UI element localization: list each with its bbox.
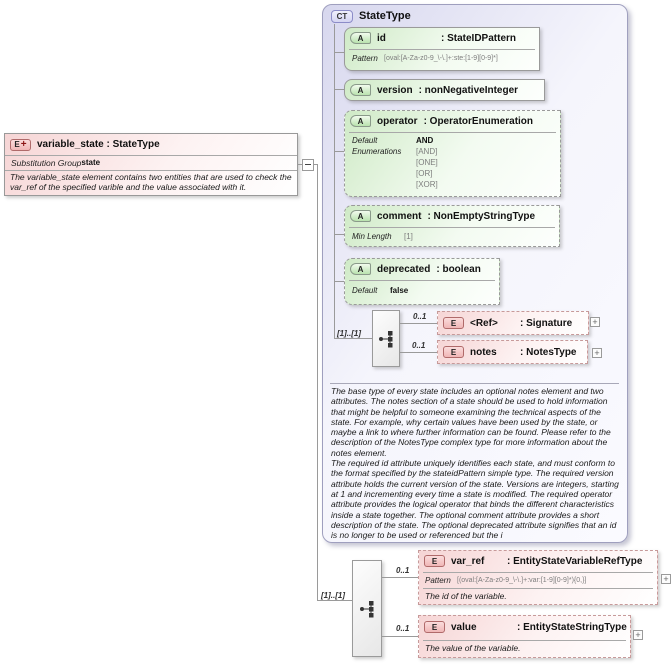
- complex-type-icon: CT: [331, 10, 353, 23]
- divider: [423, 640, 626, 641]
- complex-type-documentation: [331, 386, 621, 540]
- attribute-id[interactable]: [344, 27, 540, 71]
- divider: [5, 170, 297, 171]
- element-notes[interactable]: [437, 340, 588, 364]
- default-value: false: [390, 286, 409, 295]
- connector-line: [317, 164, 318, 601]
- divider: [330, 383, 619, 384]
- element-type: : EntityStateStringType: [517, 621, 627, 633]
- pattern-value: [oval:[A-Za-z0-9_\-\.]+:ste:[1-9][0-9]*]: [384, 55, 498, 62]
- enumeration-value: [OR]: [416, 169, 433, 178]
- element-type: : NotesType: [520, 346, 577, 358]
- enumeration-value: [XOR]: [416, 180, 438, 189]
- enumeration-value: [ONE]: [416, 158, 438, 167]
- substitution-head-icon: +: [20, 139, 27, 150]
- enumerations-label: Enumerations: [352, 147, 402, 156]
- element-title: variable_state : StateType: [37, 139, 160, 150]
- connector-line: [334, 281, 344, 282]
- occurrence-label: 0..1: [396, 566, 410, 575]
- element-icon: E: [424, 621, 445, 633]
- divider: [349, 280, 495, 281]
- element-icon: [10, 139, 31, 151]
- attribute-name: deprecated: [377, 263, 431, 275]
- occurrence-label: 0..1: [413, 312, 427, 321]
- attribute-deprecated[interactable]: [344, 258, 500, 305]
- default-value: AND: [416, 136, 434, 145]
- min-length-value: [1]: [404, 232, 413, 241]
- pattern-label: Pattern: [425, 576, 451, 585]
- attribute-icon: A: [350, 210, 371, 222]
- expand-toggle-icon[interactable]: +: [590, 317, 600, 327]
- connector-line: [317, 600, 352, 601]
- divider: [5, 155, 297, 156]
- element-type: : Signature: [520, 317, 573, 329]
- element-badge-letter: E: [14, 140, 20, 149]
- pattern-label: Pattern: [352, 54, 378, 63]
- attribute-icon: A: [350, 84, 371, 96]
- min-length-label: Min Length: [352, 232, 392, 241]
- attribute-icon: A: [350, 115, 371, 127]
- connector-line: [334, 89, 344, 90]
- collapse-toggle-icon[interactable]: [302, 159, 314, 171]
- pattern-value: [(oval:[A-Za-z0-9_\-\.]+:var:[1-9][0-9]*){0,}]: [457, 577, 587, 584]
- attribute-icon: A: [350, 263, 371, 275]
- element-icon: E: [443, 317, 464, 329]
- element-var-ref[interactable]: [418, 550, 658, 605]
- element-icon: E: [443, 346, 464, 358]
- element-type: : EntityStateVariableRefType: [507, 555, 643, 567]
- element-documentation: The value of the variable.: [425, 643, 521, 653]
- connector-line: [400, 323, 437, 324]
- element-ref[interactable]: [437, 311, 589, 335]
- sequence-compositor[interactable]: [352, 560, 382, 657]
- attribute-type: : boolean: [436, 263, 481, 275]
- cardinality-label: [1]..[1]: [321, 591, 345, 600]
- substitution-group-label: Substitution Group: [11, 158, 82, 168]
- default-label: Default: [352, 136, 378, 145]
- documentation-paragraph: The base type of every state includes an optional notes element and two attributes. The notes section of a state should be used to hold information that might be helpful to someone examining the technical aspects of the state. For example, why certain values have been used by the state, or maybe a link to where further information can be found. Please refer to the description of the NotesType complex type for more information about the notes element.: [331, 386, 611, 458]
- expand-toggle-icon[interactable]: +: [592, 348, 602, 358]
- attribute-type: : nonNegativeInteger: [418, 84, 519, 96]
- connector-line: [334, 234, 344, 235]
- connector-line: [382, 636, 418, 637]
- attribute-operator[interactable]: [344, 110, 561, 197]
- expand-toggle-icon[interactable]: +: [633, 630, 643, 640]
- element-variable-state[interactable]: [4, 133, 298, 196]
- sequence-icon: [377, 329, 397, 349]
- divider: [423, 572, 653, 573]
- element-name: value: [451, 621, 477, 633]
- default-label: Default: [352, 286, 378, 295]
- sequence-icon: [358, 599, 378, 619]
- attribute-icon: A: [350, 32, 371, 44]
- divider: [423, 588, 653, 589]
- divider: [349, 49, 535, 50]
- sequence-compositor[interactable]: [372, 310, 400, 367]
- element-value[interactable]: [418, 615, 631, 658]
- element-name: <Ref>: [470, 317, 498, 329]
- connector-line: [382, 577, 418, 578]
- attribute-version[interactable]: [344, 79, 545, 101]
- attribute-type: : NonEmptyStringType: [427, 210, 536, 222]
- cardinality-label: [1]..[1]: [337, 329, 361, 338]
- attribute-name: id: [377, 32, 386, 44]
- substitution-group-value: state: [81, 158, 101, 167]
- attribute-comment[interactable]: [344, 205, 560, 247]
- complex-type-title: StateType: [359, 10, 411, 22]
- attribute-type: : OperatorEnumeration: [423, 115, 534, 127]
- attribute-name: version: [377, 84, 413, 96]
- element-documentation: The variable_state element contains two entities that are used to check the var_ref of the specified varible and the value associated with it.: [10, 172, 292, 193]
- divider: [349, 132, 556, 133]
- attribute-type: : StateIDPattern: [441, 32, 517, 44]
- connector-line: [334, 24, 335, 338]
- element-name: notes: [470, 346, 497, 358]
- connector-line: [334, 52, 344, 53]
- element-icon: E: [424, 555, 445, 567]
- connector-line: [400, 352, 437, 353]
- occurrence-label: 0..1: [396, 624, 410, 633]
- attribute-name: operator: [377, 115, 418, 127]
- element-documentation: The id of the variable.: [425, 591, 507, 601]
- enumeration-value: [AND]: [416, 147, 438, 156]
- expand-toggle-icon[interactable]: +: [661, 574, 671, 584]
- element-name: var_ref: [451, 555, 485, 567]
- documentation-paragraph: The required id attribute uniquely identifies each state, and must conform to the format specified by the stateidPattern simple type. The required version attribute holds the current version of the state. Versions are integers, starting at 1 and incrementing every time a state is modified. The required operator attribute provides the logical operator that binds the different characteristics inside a state together. The optional comment attribute provides a short description of the state. The optional deprecated attribute signifies that an id is no longer to be used or referenced but the i: [331, 458, 619, 541]
- divider: [349, 227, 555, 228]
- connector-line: [334, 338, 372, 339]
- occurrence-label: 0..1: [412, 341, 426, 350]
- connector-line: [334, 151, 344, 152]
- attribute-name: comment: [377, 210, 422, 222]
